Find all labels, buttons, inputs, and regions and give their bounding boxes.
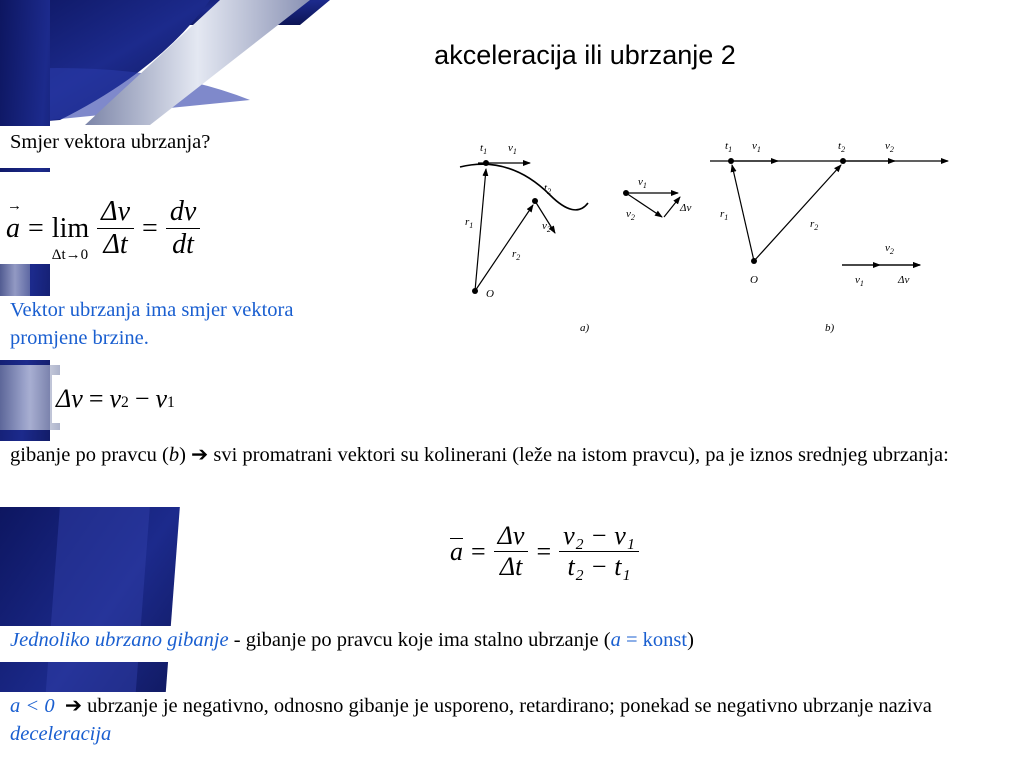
fb-sv2: $v_2$ [885,242,894,256]
fa-o: O [486,288,494,300]
f3-frac1: $\frac{\Delta v}{\Delta t}$ [494,521,529,582]
straight-line-text: gibanje po pravcu (b) ➔ svi promatrani vektori su kolinerani (leže na istom pravcu), pa je iznos srednjeg ubrzanja: [0,441,1024,507]
formula-eq2: = [142,212,158,244]
direction-text: Vektor ubrzanja ima smjer vektora promjene brzine. [0,296,332,360]
fa-r1: $r_1$ [465,216,474,230]
fb-v1: $v_1$ [752,140,761,154]
fa-sv2: $v_2$ [626,208,635,222]
f3-frac2: $\frac{\text{v₂ − v₁}}{\text{t₂ − t₁}}$ [559,521,639,582]
f2-v1: v [155,384,168,413]
formula-lim: lim [51,212,90,244]
formula-a: → a [6,213,20,245]
fb-r1: $r_1$ [720,208,729,222]
f2-s1: 1 [167,394,175,411]
formula-frac-d: $\frac{dv}{dt}$ [166,196,200,261]
f2-dv: Δv [56,384,83,413]
question-text: Smjer vektora ubrzanja? [0,126,310,168]
formula-limit [0,172,306,264]
fa-caption: a) [580,322,590,334]
fa-t2: $t_2$ [544,182,552,196]
formula-eq: = [28,212,44,244]
f2-v2: v [109,384,122,413]
fb-o: O [750,274,758,286]
fb-t1: $t_1$ [725,140,733,154]
slide-title: akceleracija ili ubrzanje 2 [434,40,736,70]
fa-dv: Δv [680,202,692,214]
uniform-motion-text: Jednoliko ubrzano gibanje - gibanje po pravcu koje ima stalno ubrzanje (a = konst) [0,626,1024,662]
formula-delta-v [52,375,202,423]
negative-acc-text: a < 0 ➔ ubrzanje je negativno, odnosno gibanje je usporeno, retardirano; ponekad se negativno ubrzanje naziva deceleracija [0,692,1024,768]
fa-t1: $t_1$ [480,142,488,156]
fa-v2: $v_2$ [542,220,551,234]
fb-v2: $v_2$ [885,140,894,154]
fa-v1: $v_1$ [508,142,517,156]
fb-r2: $r_2$ [810,218,819,232]
f3-eq: = [471,536,486,566]
fb-caption: b) [825,322,835,334]
fb-dv: Δv [898,274,910,286]
formula-lim-sub: Δt→0 [51,246,89,263]
f2-minus: − [134,384,150,413]
fb-sv1: $v_1$ [855,274,864,288]
fa-sv1: $v_1$ [638,176,647,190]
formula-frac-delta: $\frac{\Delta v}{\Delta t}$ [97,196,134,261]
formula-average [440,515,670,603]
arrow-icon: ➔ [191,444,209,466]
f3-eq2: = [536,536,552,566]
fb-t2: $t_2$ [838,140,846,154]
vector-figure [440,125,970,340]
f3-a: a [450,537,463,566]
f2-eq: = [88,384,104,413]
fa-r2: $r_2$ [512,248,521,262]
f2-s2: 2 [121,394,129,411]
arrow-icon: ➔ [64,695,83,717]
